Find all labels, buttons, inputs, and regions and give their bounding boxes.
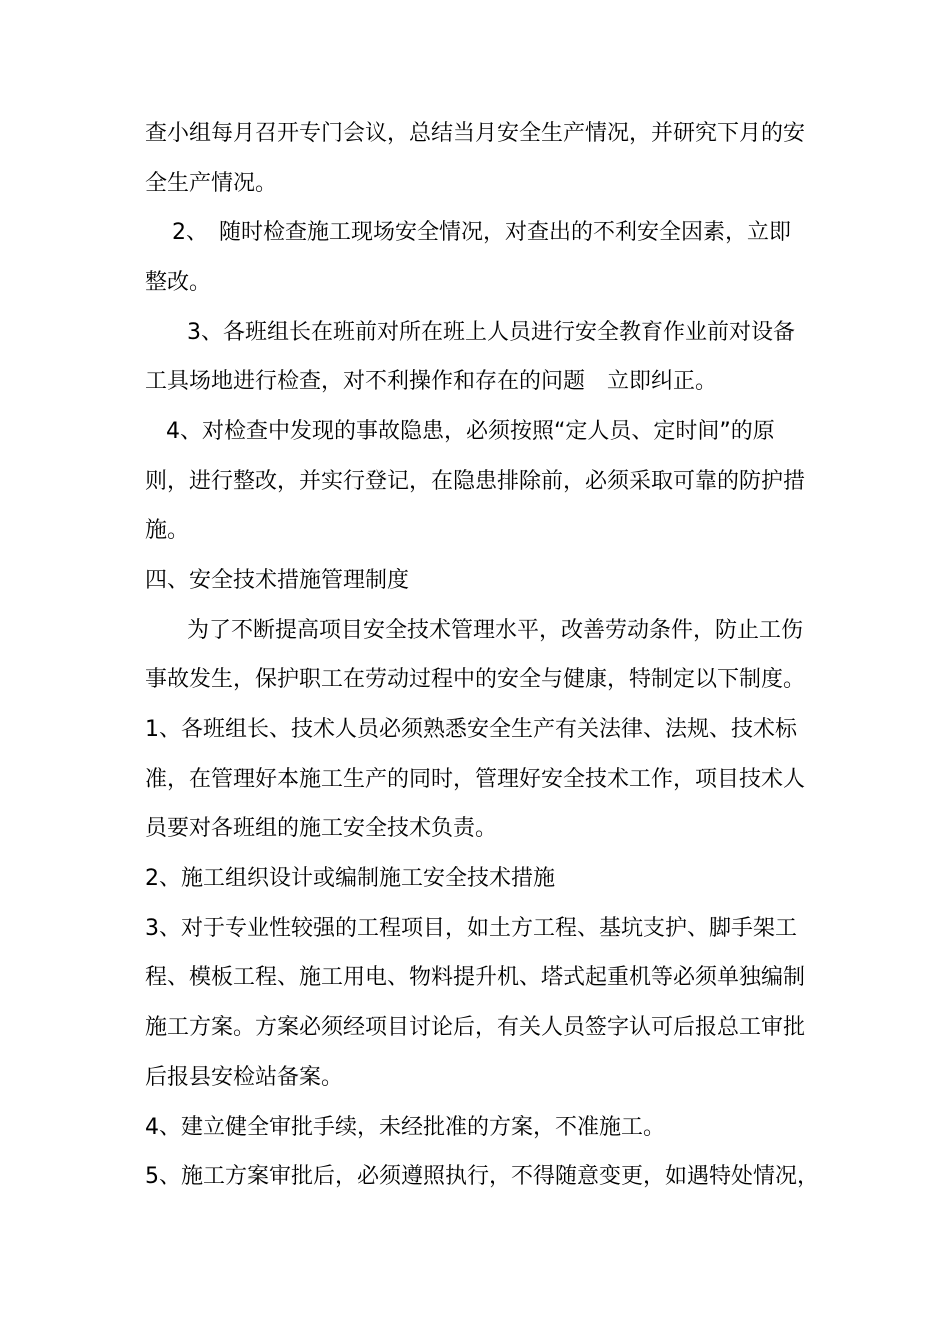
section-heading: 四、安全技术措施管理制度 bbox=[145, 568, 410, 593]
text-line: 4、对检查中发现的事故隐患，必须按照“定人员、定时间”的原 bbox=[166, 419, 775, 444]
text-line: 全生产情况。 bbox=[145, 171, 278, 196]
text-line: 工具场地进行检查，对不利操作和存在的问题 立即纠正。 bbox=[145, 369, 718, 394]
text-line: 3、对于专业性较强的工程项目，如土方工程、基坑支护、脚手架工 bbox=[145, 916, 797, 941]
text-line: 后报县安检站备案。 bbox=[145, 1065, 344, 1090]
text-line: 1、各班组长、技术人员必须熟悉安全生产有关法律、法规、技术标 bbox=[145, 717, 797, 742]
text-line: 整改。 bbox=[145, 270, 212, 295]
text-line: 2、 随时检查施工现场安全情况，对查出的不利安全因素，立即 bbox=[172, 220, 791, 245]
text-line: 员要对各班组的施工安全技术负责。 bbox=[145, 816, 498, 841]
text-line: 2、施工组织设计或编制施工安全技术措施 bbox=[145, 866, 555, 891]
text-line: 5、施工方案审批后，必须遵照执行，不得随意变更，如遇特处情况， bbox=[145, 1164, 819, 1189]
text-line: 施。 bbox=[145, 518, 190, 543]
text-line: 4、建立健全审批手续，未经批准的方案，不准施工。 bbox=[145, 1115, 665, 1140]
text-line: 事故发生，保护职工在劳动过程中的安全与健康，特制定以下制度。 bbox=[145, 667, 806, 692]
text-line: 程、模板工程、施工用电、物料提升机、塔式起重机等必须单独编制 bbox=[145, 965, 806, 990]
text-line: 为了不断提高项目安全技术管理水平，改善劳动条件，防止工伤 bbox=[187, 618, 804, 643]
text-line: 3、各班组长在班前对所在班上人员进行安全教育作业前对设备 bbox=[187, 320, 795, 345]
text-line: 施工方案。方案必须经项目讨论后，有关人员签字认可后报总工审批 bbox=[145, 1015, 806, 1040]
text-line: 准，在管理好本施工生产的同时，管理好安全技术工作，项目技术人 bbox=[145, 767, 806, 792]
text-line: 则，进行整改，并实行登记，在隐患排除前，必须采取可靠的防护措 bbox=[145, 469, 806, 494]
text-line: 查小组每月召开专门会议，总结当月安全生产情况，并研究下月的安 bbox=[145, 121, 806, 146]
